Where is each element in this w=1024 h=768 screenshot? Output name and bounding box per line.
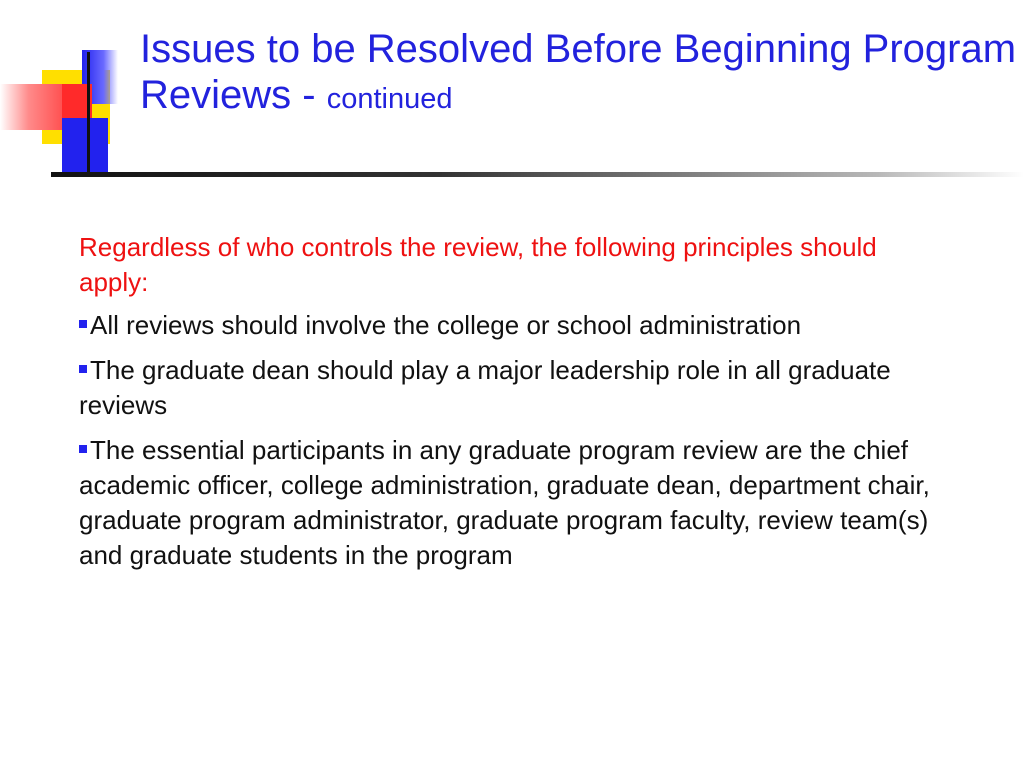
- slide-content: [79, 230, 949, 583]
- slide-title: [140, 26, 1020, 122]
- square-bullet-icon: [79, 320, 87, 328]
- slide-title-main: Issues to be Resolved Before Beginning Program Reviews -: [140, 27, 1017, 117]
- bullet-text: All reviews should involve the college or school administration: [90, 310, 802, 340]
- intro-text: Regardless of who controls the review, the following principles should apply:: [79, 232, 877, 297]
- bullet-text: The essential participants in any graduate program review are the chief academic officer, college administration, graduate dean, department chair, graduate program administrator, graduate program faculty, review team(s) and graduate students in the program: [79, 435, 930, 570]
- slide-title-suffix: continued: [326, 83, 453, 115]
- bullet-item: [79, 308, 949, 343]
- bullet-item: [79, 353, 949, 423]
- decorative-logo: [0, 0, 140, 175]
- square-bullet-icon: [79, 445, 87, 453]
- vertical-rule: [87, 52, 90, 176]
- square-bullet-icon: [79, 365, 87, 373]
- blue-square: [62, 118, 108, 174]
- title-underline: [51, 172, 1024, 177]
- bullet-text: The graduate dean should play a major leadership role in all graduate reviews: [79, 355, 891, 420]
- bullet-item: [79, 433, 949, 573]
